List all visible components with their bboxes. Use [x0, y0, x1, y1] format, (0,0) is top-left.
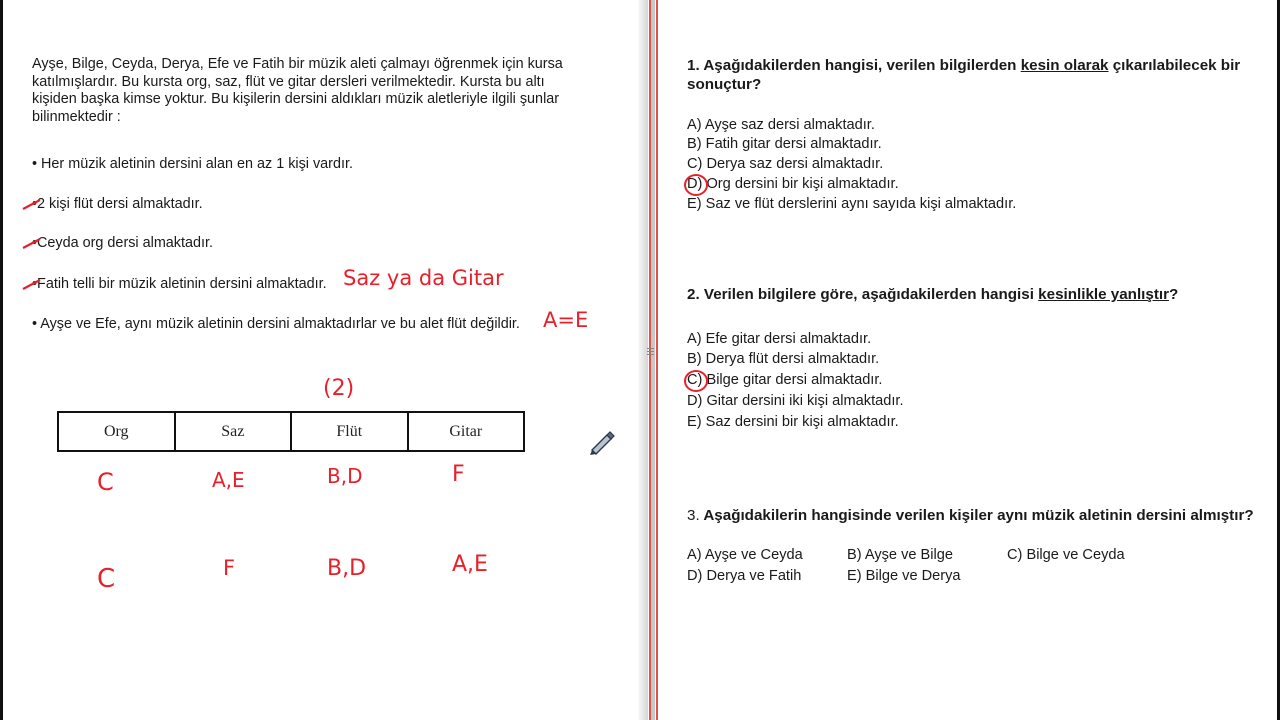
answer-circle-mark	[684, 370, 708, 392]
q3-option-d[interactable]: D) Derya ve Fatih	[687, 568, 802, 584]
divider-shade	[638, 0, 648, 720]
question-emphasis: kesinlikle yanlıştır	[1038, 286, 1170, 303]
row2-gitar: A,E	[452, 552, 488, 577]
instrument-table	[57, 411, 525, 452]
question-text: Aşağıdakilerden hangisi, verilen bilgilerden	[703, 57, 1017, 74]
q1-option-a[interactable]: A) Ayşe saz dersi almaktadır.	[687, 117, 875, 133]
splitter-grip-icon[interactable]	[646, 346, 656, 360]
question-number: 2.	[687, 286, 700, 303]
q1-option-e[interactable]: E) Saz ve flüt derslerini aynı sayıda kişi almaktadır.	[687, 196, 1017, 212]
fact-3: •Ceyda org dersi almaktadır.	[32, 235, 214, 251]
q3-option-b[interactable]: B) Ayşe ve Bilge	[847, 547, 953, 563]
question-3	[687, 506, 1254, 525]
table-header-org: Org	[58, 412, 175, 451]
question-emphasis: kesin olarak	[1020, 57, 1109, 74]
answer-circle-mark	[684, 174, 708, 196]
row2-flut: B,D	[327, 556, 367, 581]
question-text: ?	[1169, 286, 1179, 303]
window-left-edge	[0, 0, 3, 720]
checkmark-icon	[22, 237, 42, 249]
q1-option-b[interactable]: B) Fatih gitar dersi almaktadır.	[687, 136, 882, 152]
q2-option-b[interactable]: B) Derya flüt dersi almaktadır.	[687, 351, 880, 367]
q3-option-a[interactable]: A) Ayşe ve Ceyda	[687, 547, 803, 563]
question-number: 1.	[687, 57, 700, 74]
row2-org: C	[97, 564, 116, 594]
fact-2: •2 kişi flüt dersi almaktadır.	[32, 196, 203, 212]
annotation-ae: A=E	[543, 308, 589, 332]
pencil-icon[interactable]	[586, 426, 616, 456]
q2-option-e[interactable]: E) Saz dersini bir kişi almaktadır.	[687, 414, 899, 430]
fact-1: • Her müzik aletinin dersini alan en az 1 kişi vardır.	[32, 156, 353, 172]
table-header-saz: Saz	[175, 412, 292, 451]
checkmark-icon	[22, 198, 42, 210]
question-text: Verilen bilgilere göre, aşağıdakilerden hangisi	[703, 286, 1034, 303]
checkmark-icon	[22, 278, 42, 290]
q2-option-a[interactable]: A) Efe gitar dersi almaktadır.	[687, 331, 872, 347]
annotation-case-label: (2)	[323, 376, 355, 401]
q1-option-d[interactable]: D) Org dersini bir kişi almaktadır.	[687, 176, 899, 192]
q3-option-c[interactable]: C) Bilge ve Ceyda	[1007, 547, 1125, 563]
row1-flut: B,D	[327, 464, 363, 488]
fact-4: •Fatih telli bir müzik aletinin dersini almaktadır.	[32, 276, 327, 292]
row2-saz: F	[223, 556, 236, 580]
q2-option-c[interactable]: C) Bilge gitar dersi almaktadır.	[687, 372, 883, 388]
question-1	[687, 56, 1267, 94]
table-header-gitar: Gitar	[408, 412, 525, 451]
fact-5: • Ayşe ve Efe, aynı müzik aletinin dersini almaktadırlar ve bu alet flüt değildir.	[32, 316, 520, 332]
question-2	[687, 285, 1178, 304]
question-text: Aşağıdakilerin hangisinde verilen kişiler aynı müzik aletinin dersini almıştır?	[703, 507, 1254, 524]
row1-org: C	[97, 468, 114, 496]
divider-line	[656, 0, 658, 720]
table-header-flut: Flüt	[291, 412, 408, 451]
problem-intro: Ayşe, Bilge, Ceyda, Derya, Efe ve Fatih bir müzik aleti çalmayı öğrenmek için kursa katılmışlardır. Bu kursta org, saz, flüt ve gitar dersleri verilmektedir. Kursta bu altı kişiden başka kimse yoktur. Bu kişilerin dersini aldıkları müzik aletleriyle ilgili şunlar bilinmektedir :	[32, 56, 563, 125]
page-divider[interactable]	[638, 0, 666, 720]
row1-gitar: F	[452, 462, 465, 487]
question-number: 3.	[687, 507, 700, 524]
divider-track	[651, 0, 655, 720]
q1-option-c[interactable]: C) Derya saz dersi almaktadır.	[687, 156, 884, 172]
annotation-fatih: Saz ya da Gitar	[343, 266, 504, 290]
q2-option-d[interactable]: D) Gitar dersini iki kişi almaktadır.	[687, 393, 904, 409]
question-text: çıkarılabilecek bir sonuçtur?	[687, 57, 1241, 93]
q3-option-e[interactable]: E) Bilge ve Derya	[847, 568, 961, 584]
row1-saz: A,E	[212, 468, 245, 492]
